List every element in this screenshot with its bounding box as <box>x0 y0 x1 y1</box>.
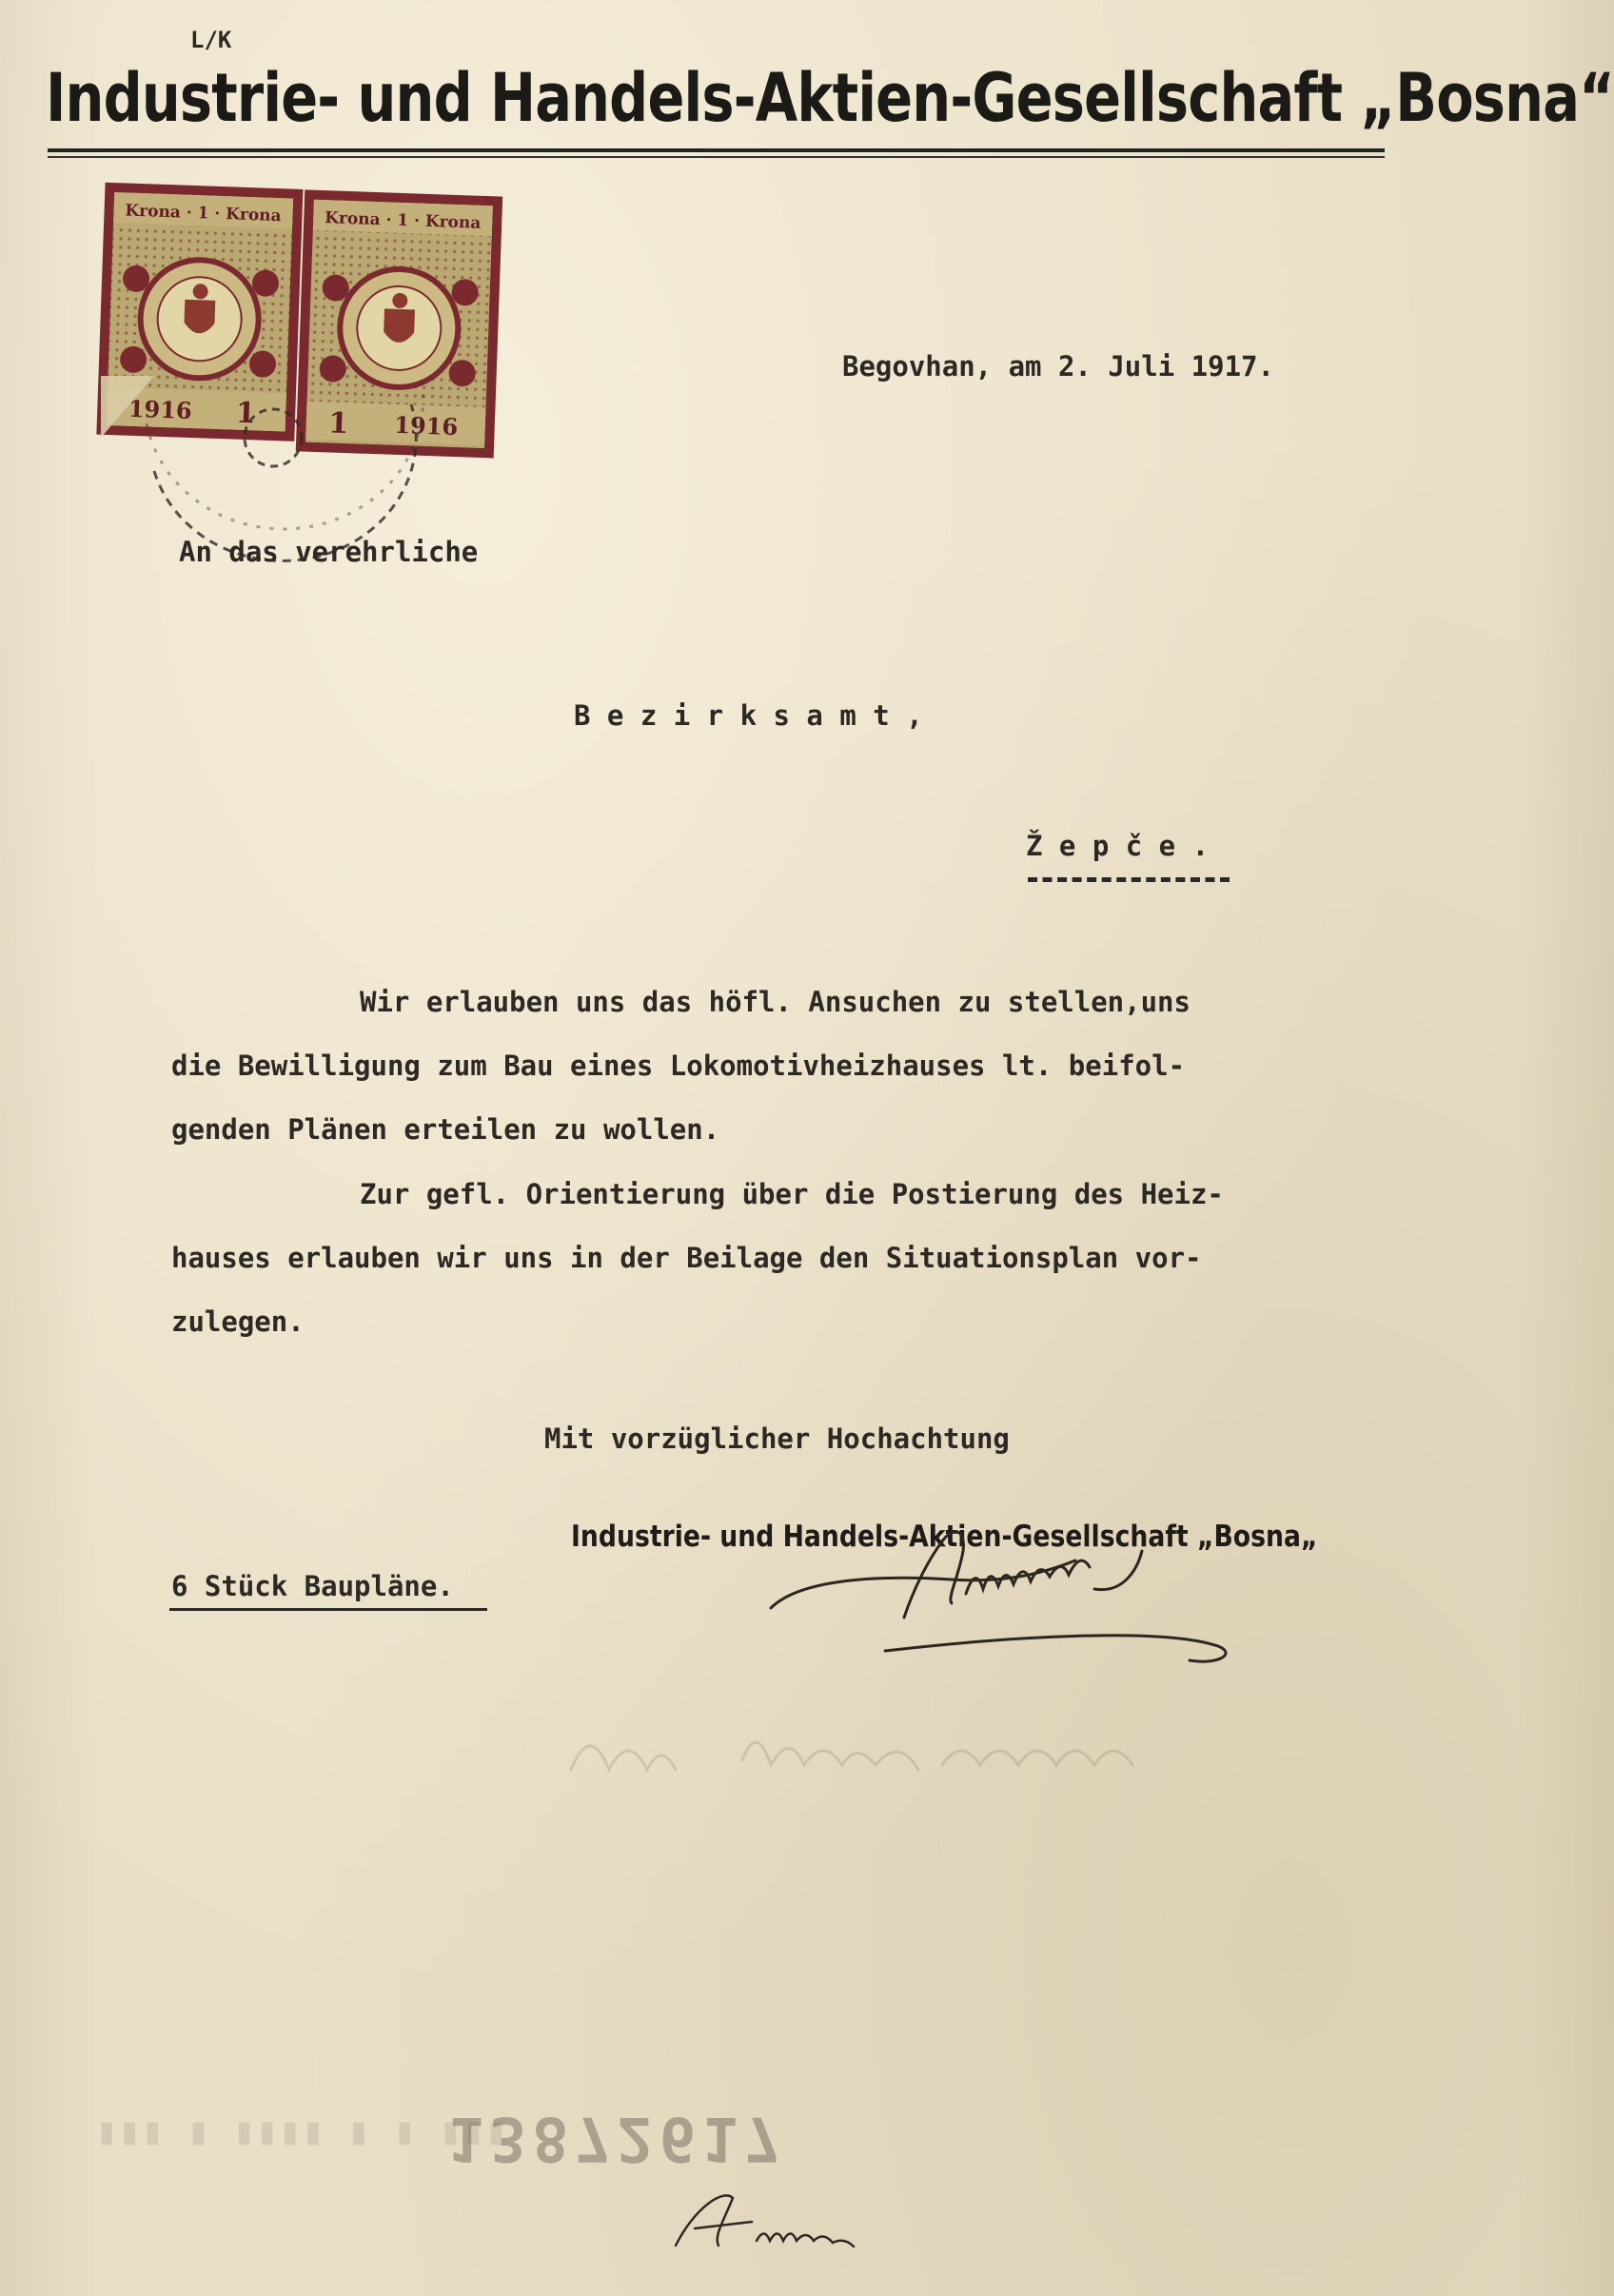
reference-mark: L/K <box>190 27 232 53</box>
revenue-stamps <box>97 186 506 471</box>
enclosure-underline <box>169 1608 487 1611</box>
archive-number: 13872617 <box>447 2103 787 2173</box>
stamp-denomination-left: Krona · 1 · Krona <box>125 201 282 226</box>
stamp-value-right: 1 <box>327 406 349 442</box>
recipient-place: Ž e p č e . <box>1026 830 1210 862</box>
recipient-office: B e z i r k s a m t , <box>574 699 923 732</box>
stamp-value-left: 1 <box>235 396 257 431</box>
company-signature-stamp: Industrie- und Handels-Aktien-Gesellschaft „Bosna„ <box>571 1520 1318 1554</box>
company-letterhead: Industrie- und Handels-Aktien-Gesellschaft „Bosna“ <box>46 59 1614 137</box>
handwritten-signature <box>761 1484 1256 1675</box>
place-underline <box>1028 877 1230 882</box>
letterhead-rule-thin <box>48 156 1385 158</box>
paragraph-1-line-2: die Bewilligung zum Bau eines Lokomotivheizhauses lt. beifol- <box>171 1050 1186 1082</box>
salutation: An das verehrliche <box>179 536 479 568</box>
paragraph-1-line-1: Wir erlauben uns das höfl. Ansuchen zu stellen,uns <box>360 986 1191 1018</box>
faded-archive-text: ▮▮▮ ▮ ▮▮▮▮ ▮ ▮ ▮▮▮ <box>95 2114 508 2158</box>
bleed-through-handwriting <box>533 1694 1294 1808</box>
stamp-denomination-right: Krona · 1 · Krona <box>324 208 482 233</box>
letterhead-rule <box>48 148 1385 152</box>
letter-date: Begovhan, am 2. Juli 1917. <box>842 350 1274 383</box>
closing-phrase: Mit vorzüglicher Hochachtung <box>544 1423 1010 1455</box>
revenue-stamps-graphic <box>97 186 506 471</box>
paragraph-2-line-3: zulegen. <box>171 1305 305 1338</box>
revenue-stamp-right <box>296 189 502 458</box>
body-paragraph-2 <box>171 1163 1351 1354</box>
body-paragraph-1 <box>171 971 1351 1162</box>
stamp-year-left: 1916 <box>128 394 193 425</box>
archive-initials <box>666 2169 914 2274</box>
paragraph-2-line-1: Zur gefl. Orientierung über die Postierung des Heiz- <box>360 1178 1224 1210</box>
stamp-year-right: 1916 <box>393 410 459 442</box>
paragraph-1-line-3: genden Plänen erteilen zu wollen. <box>171 1113 720 1146</box>
paragraph-2-line-2: hauses erlauben wir uns in der Beilage den Situationsplan vor- <box>171 1242 1202 1274</box>
enclosure-note: 6 Stück Baupläne. <box>171 1570 454 1602</box>
